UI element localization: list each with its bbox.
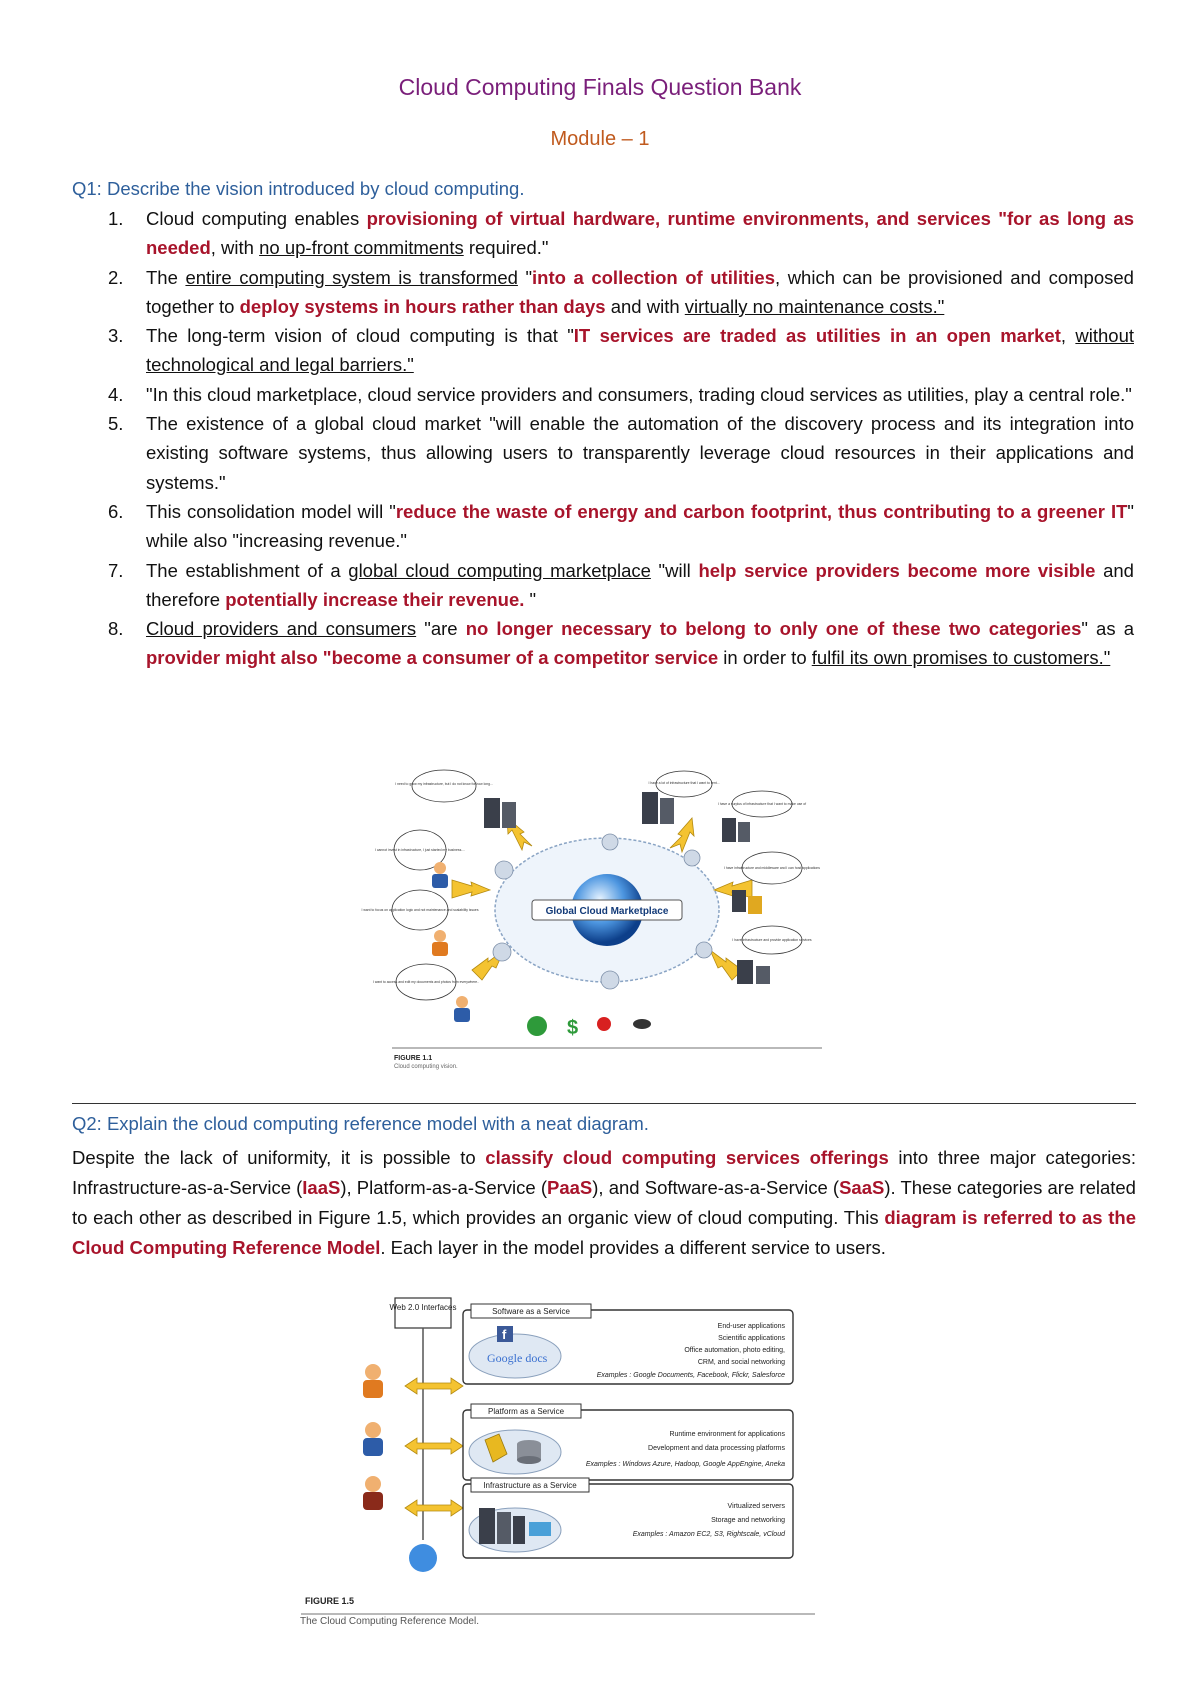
body-text: into three major categories: Infrastructure-as-a-Service ( [72, 1147, 1137, 1198]
body-text: and therefore [146, 559, 1134, 610]
iaas-layer-label: Infrastructure as a Service [483, 1481, 577, 1490]
body-text: The [146, 266, 186, 288]
question-2-heading: Q2: Explain the cloud computing reference model with a neat diagram. [72, 1113, 649, 1134]
underlined-text: entire computing system is transformed [185, 266, 518, 288]
figure-1-caption: Cloud computing vision. [394, 1064, 458, 1070]
saas-line: End-user applications [717, 1323, 785, 1330]
point-number: 4. [108, 383, 124, 405]
highlighted-text: classify cloud computing services offerings [485, 1147, 889, 1168]
answer-point [72, 263, 1134, 322]
underlined-text: Cloud providers and consumers [146, 618, 417, 640]
iaas-line: Virtualized servers [727, 1503, 785, 1510]
answer-point [72, 321, 1134, 380]
highlighted-text: reduce the waste of energy and carbon footprint, thus contributing to a greener IT [395, 500, 1128, 522]
document-title: Cloud Computing Finals Question Bank [398, 74, 802, 100]
figure-reference-model [305, 1290, 895, 1620]
underlined-text: fulfil its own promises to customers." [811, 647, 1111, 669]
body-text: " as a [1081, 618, 1134, 640]
globe-icon [409, 1544, 437, 1572]
figure-1-caption-title: FIGURE 1.1 [394, 1055, 433, 1062]
underlined-text: without technological and legal barriers." [146, 325, 1134, 376]
body-text: . Each layer in the model provides a different service to users. [380, 1237, 886, 1258]
point-number: 6. [108, 500, 124, 522]
paas-examples: Examples : Windows Azure, Hadoop, Google AppEngine, Aneka [585, 1461, 785, 1468]
money-and-tools-icons [527, 1016, 651, 1039]
figure-2-caption: The Cloud Computing Reference Model. [300, 1616, 479, 1627]
underlined-text: global cloud computing marketplace [348, 559, 651, 581]
paas-line: Development and data processing platforms [648, 1445, 785, 1452]
google-docs-logo: Google docs [487, 1351, 548, 1365]
question-1-heading: Q1: Describe the vision introduced by cloud computing. [72, 178, 525, 199]
body-text: This consolidation model will " [146, 500, 396, 522]
answer-point [72, 204, 1134, 263]
point-number: 2. [108, 266, 124, 288]
highlighted-text: SaaS [839, 1177, 885, 1198]
bubble-text: I have a surplus of infrastructure that I want to make use of [717, 802, 807, 806]
saas-layer-label: Software as a Service [492, 1307, 570, 1316]
body-text: The long-term vision of cloud computing is that " [146, 325, 574, 347]
module-heading: Module – 1 [550, 128, 650, 150]
marketplace-label: Global Cloud Marketplace [545, 906, 669, 917]
highlighted-text: into a collection of utilities [532, 266, 775, 288]
question-2-answer [72, 1143, 1136, 1263]
highlighted-text: IaaS [302, 1177, 341, 1198]
iaas-line: Storage and networking [711, 1517, 785, 1524]
point-number: 7. [108, 559, 124, 581]
body-text: Despite the lack of uniformity, it is possible to [72, 1147, 486, 1168]
highlighted-text: provisioning of virtual hardware, runtime environments, and services "for as long as needed [146, 208, 1134, 259]
body-text: The establishment of a [146, 559, 349, 581]
bubble-text: I cannot invest in infrastructure, I just started my business.... [374, 848, 466, 852]
underlined-text: virtually no maintenance costs." [684, 295, 945, 317]
highlighted-text: help service providers become more visible [698, 559, 1096, 581]
body-text: "are [416, 618, 466, 640]
speech-bubble [412, 770, 476, 802]
body-text: " while also "increasing revenue." [146, 500, 1134, 552]
body-text: "In this cloud marketplace, cloud service providers and consumers, trading cloud services as utilities, play a central role." [146, 383, 1132, 405]
point-number: 8. [108, 618, 124, 640]
bubble-text: I have a lot of infrastructure that I want to rent... [648, 781, 720, 785]
body-text: required." [463, 237, 549, 259]
highlighted-text: provider might also "become a consumer of a competitor service [146, 647, 719, 669]
saas-line: Scientific applications [718, 1335, 785, 1342]
answer-point [72, 614, 1134, 673]
svg-text:$: $ [567, 1017, 579, 1039]
saas-line: Office automation, photo editing, [684, 1347, 785, 1354]
highlighted-text: no longer necessary to belong to only one of these two categories [465, 618, 1082, 640]
body-text: and with [605, 295, 685, 317]
layer-arrows [405, 1378, 463, 1516]
figure-cloud-vision [361, 770, 822, 1070]
body-text: , [1060, 325, 1076, 347]
answer-point [72, 497, 1134, 556]
paas-line: Runtime environment for applications [669, 1431, 785, 1438]
body-text: "will [650, 559, 699, 581]
body-text: " [517, 266, 533, 288]
iaas-examples: Examples : Amazon EC2, S3, Rightscale, vCloud [632, 1531, 785, 1538]
bubble-text: I want to focus on application logic and not maintenance and scalability issues [361, 908, 479, 912]
highlighted-text: diagram is referred to as the Cloud Computing Reference Model [72, 1207, 1137, 1258]
body-text: , which can be provisioned and composed together to [146, 266, 1134, 317]
web-interfaces-label: Web 2.0 Interfaces [389, 1303, 457, 1312]
bubble-text: I need to grow my infrastructure, but I do not know for how long... [395, 782, 493, 786]
bubble-text: I have infrastructure and provide application services [732, 938, 812, 942]
point-number: 3. [108, 325, 124, 347]
saas-line: CRM, and social networking [697, 1359, 785, 1366]
point-number: 5. [108, 413, 124, 435]
answer-point [72, 409, 1134, 497]
paas-layer-label: Platform as a Service [487, 1407, 565, 1416]
body-text: ). These categories are related to each other as described in Figure 1.5, which provides an organic view of cloud computing. This [72, 1177, 1136, 1228]
user-icons [363, 1364, 383, 1510]
question-1-answer-list [72, 204, 1134, 673]
body-text: , with [210, 237, 260, 259]
section-divider [72, 1103, 1136, 1104]
body-text: Cloud computing enables [146, 208, 367, 229]
figure-2-caption-title: FIGURE 1.5 [305, 1596, 355, 1606]
highlighted-text: PaaS [547, 1177, 593, 1198]
answer-point [72, 556, 1134, 615]
answer-point [72, 380, 1134, 409]
bubble-text: I want to access and edit my documents and photos from everywhere.. [372, 980, 480, 984]
body-text: ), Platform-as-a-Service ( [340, 1177, 547, 1198]
svg-text:f: f [502, 1327, 507, 1342]
highlighted-text: IT services are traded as utilities in an open market [573, 325, 1061, 347]
point-number: 1. [108, 208, 124, 229]
body-text: ), and Software-as-a-Service ( [592, 1177, 840, 1198]
body-text: in order to [718, 647, 812, 669]
body-text: " [524, 588, 537, 610]
highlighted-text: potentially increase their revenue. [225, 588, 525, 610]
saas-examples: Examples : Google Documents, Facebook, Flickr, Salesforce [596, 1372, 785, 1379]
body-text: The existence of a global cloud market "will enable the automation of the discovery process and its integration into existing software systems, thus allowing users to transparently leverage cloud resources in their applications and systems." [146, 413, 1134, 493]
highlighted-text: deploy systems in hours rather than days [239, 295, 606, 317]
underlined-text: no up-front commitments [259, 237, 464, 259]
bubble-text: I have infrastructure and middleware and I can host applications [724, 866, 820, 870]
